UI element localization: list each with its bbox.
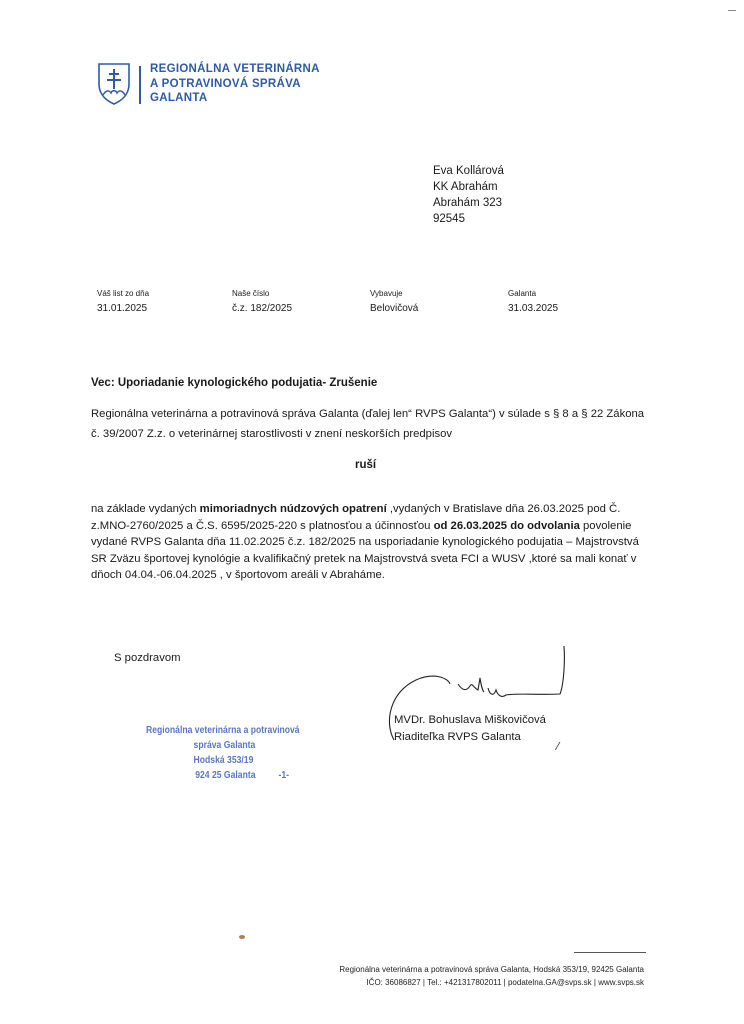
reference-value: č.z. 182/2025 — [232, 303, 293, 314]
stamp-number: -1- — [278, 769, 290, 781]
footer-line-1: Regionálna veterinárna a potravinová správa Galanta, Hodská 353/19, 92425 Galanta — [339, 965, 644, 974]
decision-text: povolenie vydané RVPS Galanta dňa 11.02.2025 č.z. 182/2025 na usporiadanie kynologického podujatia – Majstrovstvá SR Zväzu športovej kynológie a kvalifikačný pretek na Majstrovstvá sveta FCI a WUSV ,ktoré sa mali konať v dňoch 04.04.-06.04.2025 , v športovom areáli v Abraháme. — [91, 519, 639, 581]
reference-label: Galanta — [508, 289, 537, 298]
organization-name-line-1: REGIONÁLNA VETERINÁRNA — [150, 63, 320, 75]
signatory-title: Riaditeľka RVPS Galanta — [394, 731, 521, 743]
decision-text: ,vydaných v Bratislave dňa 26.03.2025 pod Č. z.MNO-2760/2025 a Č.S. 6595/2025-220 s platnosťou a účinnosťou — [91, 503, 621, 532]
reference-value: 31.03.2025 — [508, 303, 559, 314]
letter-intro-paragraph: Regionálna veterinárna a potravinová správa Galanta (ďalej len“ RVPS Galanta“) v súlade s § 8 a § 22 Zákona č. 39/2007 Z.z. o veterinárnej starostlivosti v znení neskorších predpisov — [91, 408, 645, 440]
ink-spot — [239, 935, 245, 939]
organization-name — [150, 62, 320, 106]
footer-divider — [574, 952, 646, 953]
reference-label: Váš list zo dňa — [97, 289, 150, 298]
reference-our-number — [232, 289, 292, 316]
reference-value: Belovičová — [370, 303, 419, 314]
scan-mark — [728, 10, 736, 11]
footer-line-2: IČO: 36086827 | Tel.: +421317802011 | podatelna.GA@svps.sk | www.svps.sk — [366, 978, 644, 987]
signatory-name: MVDr. Bohuslava Miškovičová — [394, 714, 546, 726]
signatory — [394, 712, 546, 746]
reference-handled-by — [370, 289, 418, 316]
decision-text: na základe vydaných — [91, 503, 200, 515]
organization-name-line-3: GALANTA — [150, 92, 208, 104]
letter-subject: Vec: Uporiadanie kynologického podujatia- Zrušenie — [91, 377, 378, 389]
decision-text-emphasis: mimoriadnych núdzových opatrení — [199, 503, 387, 515]
recipient-street: Abrahám 323 — [433, 197, 503, 209]
reference-value: 31.01.2025 — [97, 303, 148, 314]
stamp-line: správa Galanta — [193, 739, 256, 751]
letter-decision-verb: ruší — [355, 459, 377, 471]
recipient-name: Eva Kollárová — [433, 165, 504, 177]
letterhead-divider — [139, 66, 141, 104]
reference-place-date — [508, 289, 558, 316]
reference-your-letter — [97, 289, 149, 316]
recipient-address — [433, 163, 504, 227]
stamp-line: Hodská 353/19 — [193, 754, 254, 766]
reference-label: Naše číslo — [232, 289, 270, 298]
decision-text-emphasis: od 26.03.2025 do odvolania — [433, 519, 580, 532]
slovak-coat-of-arms-icon — [97, 62, 131, 106]
letter-greeting: S pozdravom — [114, 652, 181, 664]
stamp-line: Regionálna veterinárna a potravinová — [146, 724, 300, 736]
stamp-line-last — [195, 768, 290, 783]
recipient-org: KK Abrahám — [433, 181, 498, 193]
page-footer — [339, 963, 644, 989]
organization-name-line-2: A POTRAVINOVÁ SPRÁVA — [150, 77, 301, 90]
stamp-line: 924 25 Galanta — [195, 769, 256, 781]
reference-label: Vybavuje — [370, 289, 403, 298]
letter-decision-paragraph — [91, 501, 649, 584]
recipient-zip: 92545 — [433, 213, 465, 225]
official-stamp — [146, 723, 300, 783]
